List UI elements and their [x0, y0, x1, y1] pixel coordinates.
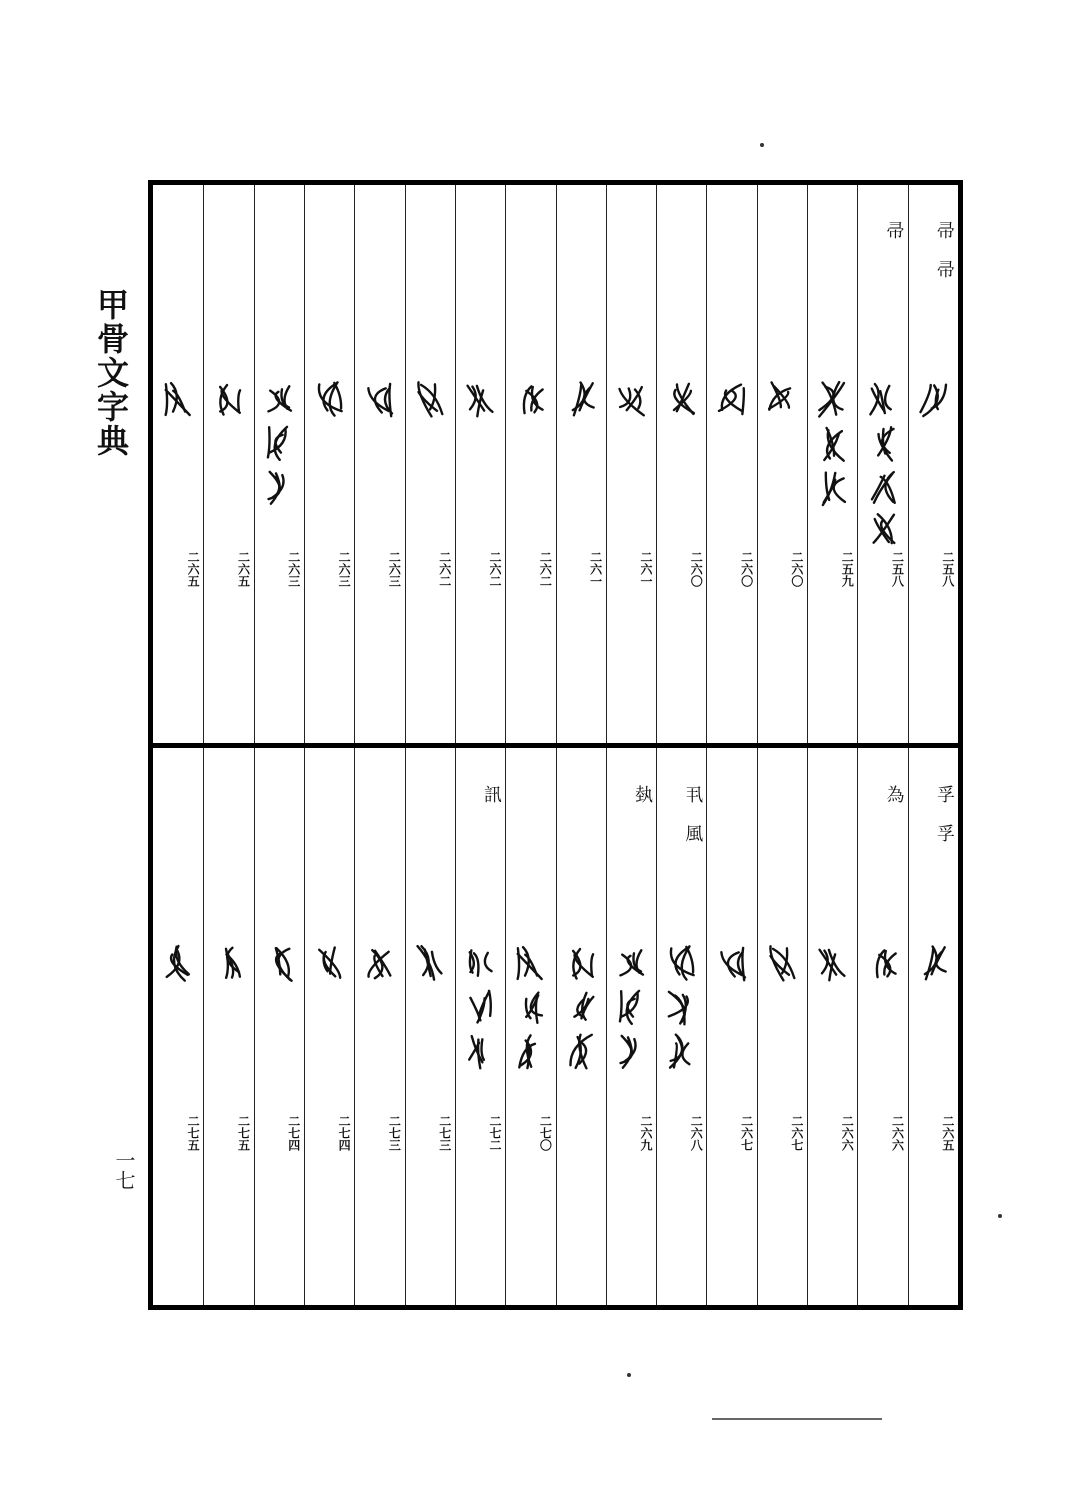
oracle-glyph-icon	[513, 943, 547, 983]
oracle-glyph-icon	[815, 467, 849, 507]
entry-cell	[355, 191, 403, 731]
reference-number: 二六八	[689, 1115, 704, 1151]
entry-cell	[255, 191, 303, 731]
oracle-glyph-icon	[211, 379, 245, 419]
oracle-glyph-icon	[513, 379, 547, 419]
oracle-glyph-icon	[614, 1031, 648, 1071]
oracle-glyph-icon	[413, 943, 447, 983]
oracle-glyph-icon	[312, 943, 346, 983]
oracle-glyph-icon	[262, 943, 296, 983]
reference-number: 二六七	[789, 1115, 804, 1151]
entry-cell	[859, 191, 907, 731]
oracle-glyph-icon	[362, 379, 396, 419]
reference-number: 二六六	[890, 1115, 905, 1151]
entry-cell	[355, 755, 403, 1295]
oracle-glyph-icon	[161, 379, 195, 419]
reference-number: 二七五	[186, 1115, 201, 1151]
modern-form: 埶	[631, 785, 653, 803]
oracle-glyph-icon	[715, 943, 749, 983]
modern-form: 孚 孚	[933, 785, 955, 842]
oracle-glyph-icon	[866, 379, 900, 419]
reference-number: 二六一	[588, 551, 603, 587]
oracle-glyph-icon	[614, 987, 648, 1027]
oracle-glyph-icon	[815, 943, 849, 983]
oracle-glyph-icon	[614, 943, 648, 983]
entry-cell	[406, 191, 454, 731]
oracle-glyph-icon	[916, 943, 950, 983]
reference-number: 二六〇	[789, 551, 804, 587]
scan-speck	[627, 1373, 631, 1377]
oracle-glyph-icon	[564, 1031, 598, 1071]
oracle-glyph-icon	[211, 943, 245, 983]
reference-number: 二七二	[488, 1115, 503, 1151]
reference-number: 二七三	[437, 1115, 452, 1151]
oracle-glyph-icon	[866, 467, 900, 507]
oracle-glyph-icon	[765, 943, 799, 983]
modern-form: 為	[883, 785, 905, 803]
oracle-glyph-icon	[866, 423, 900, 463]
oracle-glyph-icon	[765, 379, 799, 419]
oracle-glyph-icon	[614, 379, 648, 419]
oracle-glyph-icon	[664, 379, 698, 419]
entry-cell	[204, 755, 252, 1295]
scan-speck	[998, 1214, 1002, 1218]
reference-number: 二七四	[337, 1115, 352, 1151]
entry-cell	[305, 755, 353, 1295]
reference-number: 二六三	[387, 551, 402, 587]
reference-number: 二六九	[638, 1115, 653, 1151]
scan-mark	[712, 1418, 882, 1420]
scan-speck	[760, 143, 764, 147]
oracle-glyph-icon	[815, 379, 849, 419]
entry-cell	[758, 755, 806, 1295]
oracle-glyph-icon	[413, 379, 447, 419]
modern-form: 帚 帚	[933, 221, 955, 278]
reference-number: 二六〇	[689, 551, 704, 587]
oracle-glyph-icon	[866, 943, 900, 983]
reference-number: 二六二	[437, 551, 452, 587]
oracle-glyph-icon	[312, 379, 346, 419]
reference-number: 二六五	[236, 551, 251, 587]
oracle-glyph-icon	[866, 511, 900, 551]
oracle-glyph-icon	[564, 379, 598, 419]
reference-number: 二七五	[236, 1115, 251, 1151]
entry-cell	[506, 755, 554, 1295]
oracle-glyph-icon	[564, 943, 598, 983]
oracle-glyph-icon	[463, 379, 497, 419]
entry-cell	[154, 755, 202, 1295]
oracle-glyph-icon	[262, 379, 296, 419]
entry-cell	[909, 755, 957, 1295]
entry-cell	[808, 755, 856, 1295]
entry-cell	[255, 755, 303, 1295]
entry-cell	[808, 191, 856, 731]
page-number: 一七	[112, 1150, 136, 1190]
oracle-glyph-icon	[815, 423, 849, 463]
oracle-glyph-icon	[715, 379, 749, 419]
oracle-glyph-icon	[161, 943, 195, 983]
reference-number: 二六五	[186, 551, 201, 587]
oracle-glyph-icon	[463, 1031, 497, 1071]
oracle-glyph-icon	[513, 987, 547, 1027]
reference-number: 二六二	[488, 551, 503, 587]
oracle-glyph-icon	[664, 987, 698, 1027]
reference-number: 二五九	[840, 551, 855, 587]
reference-number: 二五八	[890, 551, 905, 587]
reference-number: 二七三	[387, 1115, 402, 1151]
reference-number: 二六三	[337, 551, 352, 587]
entry-cell	[909, 191, 957, 731]
reference-number: 二六七	[739, 1115, 754, 1151]
entry-cell	[607, 755, 655, 1295]
modern-form: 帚	[883, 221, 905, 239]
reference-number: 二七四	[286, 1115, 301, 1151]
oracle-glyph-icon	[262, 467, 296, 507]
entry-cell	[657, 755, 705, 1295]
entry-cell	[708, 191, 756, 731]
oracle-glyph-icon	[362, 943, 396, 983]
oracle-glyph-icon	[463, 987, 497, 1027]
entry-cell	[456, 755, 504, 1295]
reference-number: 二七〇	[538, 1115, 553, 1151]
reference-number: 二六一	[638, 551, 653, 587]
entry-cell	[557, 191, 605, 731]
oracle-glyph-icon	[664, 943, 698, 983]
oracle-glyph-icon	[463, 943, 497, 983]
entry-cell	[758, 191, 806, 731]
entry-cell	[456, 191, 504, 731]
oracle-glyph-icon	[664, 1031, 698, 1071]
entry-cell	[506, 191, 554, 731]
reference-number: 二六〇	[739, 551, 754, 587]
oracle-glyph-icon	[513, 1031, 547, 1071]
entry-cell	[154, 191, 202, 731]
reference-number: 二六六	[840, 1115, 855, 1151]
reference-number: 二六三	[286, 551, 301, 587]
entry-cell	[859, 755, 907, 1295]
dictionary-table	[148, 180, 963, 1310]
reference-number: 二五八	[940, 551, 955, 587]
entry-cell	[557, 755, 605, 1295]
oracle-glyph-icon	[564, 987, 598, 1027]
entry-cell	[657, 191, 705, 731]
oracle-glyph-icon	[916, 379, 950, 419]
entry-cell	[708, 755, 756, 1295]
entry-cell	[305, 191, 353, 731]
modern-form: 訊	[481, 785, 503, 803]
row-divider	[153, 743, 958, 748]
entry-cell	[406, 755, 454, 1295]
oracle-glyph-icon	[262, 423, 296, 463]
book-title: 甲骨文字典	[92, 288, 130, 458]
reference-number: 二六五	[940, 1115, 955, 1151]
reference-number: 二六二	[538, 551, 553, 587]
entry-cell	[204, 191, 252, 731]
entry-cell	[607, 191, 655, 731]
modern-form: 丮 風	[682, 785, 704, 842]
